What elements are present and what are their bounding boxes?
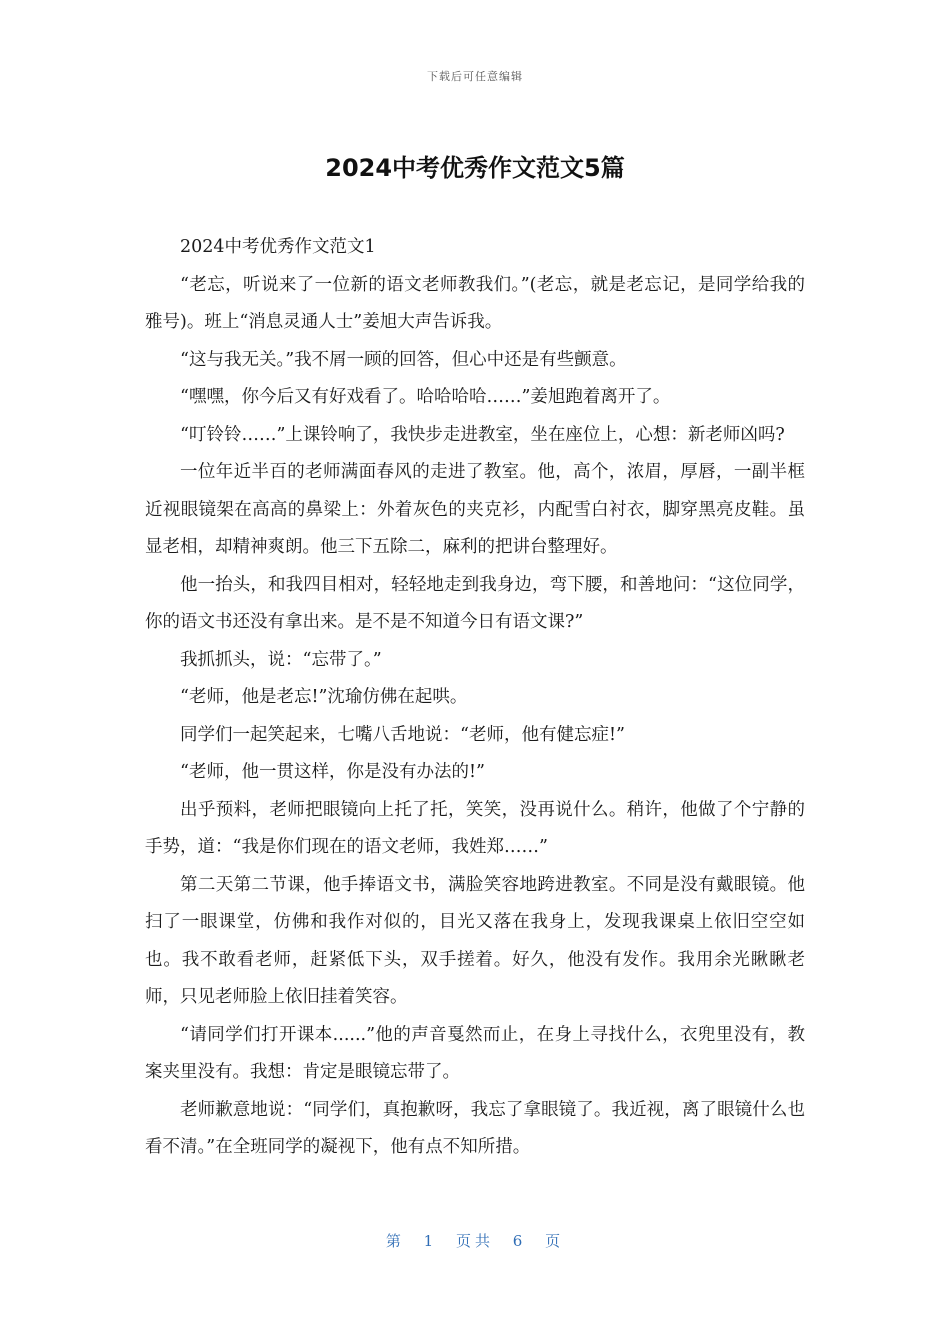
- paragraph: 我抓抓头，说：“忘带了。”: [180, 649, 382, 670]
- paragraph: “老师，他一贯这样，你是没有办法的!”: [180, 762, 485, 782]
- paragraph: 他一抬头，和我四目相对，轻轻地走到我身边，弯下腰，和善地问：“这位同学，你的语文书还没有拿出来。是不是不知道今日有语文课?”: [145, 574, 805, 632]
- paragraph: “叮铃铃……”上课铃响了，我快步走进教室，坐在座位上，心想：新老师凶吗?: [180, 424, 785, 445]
- page-footer: 第 1 页共 6 页: [385, 1232, 565, 1250]
- paragraph: “老忘，听说来了一位新的语文老师教我们。”(老忘，就是老忘记，是同学给我的雅号)。班上“消息灵通人士”姜旭大声告诉我。: [145, 274, 805, 332]
- paragraph: “老师，他是老忘!”沈瑜仿佛在起哄。: [180, 687, 468, 707]
- paragraph: 一位年近半百的老师满面春风的走进了教室。他，高个，浓眉，厚唇，一副半框近视眼镜架在高高的鼻梁上：外着灰色的夹克衫，内配雪白衬衣，脚穿黑亮皮鞋。虽显老相，却精神爽朗。他三下五除二，麻利的把讲台整理好。: [145, 462, 805, 557]
- paragraph: 同学们一起笑起来，七嘴八舌地说：“老师，他有健忘症!”: [180, 724, 625, 745]
- paragraph: “嘿嘿，你今后又有好戏看了。哈哈哈哈……”姜旭跑着离开了。: [180, 387, 671, 407]
- paragraph: 第二天第二节课，他手捧语文书，满脸笑容地跨进教室。不同是没有戴眼镜。他扫了一眼课堂，仿佛和我作对似的，目光又落在我身上，发现我课桌上依旧空空如也。我不敢看老师，赶紧低下头，双手搓着。好久，他没有发作。我用余光瞅瞅老师，只见老师脸上依旧挂着笑容。: [145, 874, 805, 1007]
- paragraph: 老师歉意地说：“同学们，真抱歉呀，我忘了拿眼镜了。我近视，离了眼镜什么也看不清。”在全班同学的凝视下，他有点不知所措。: [145, 1099, 805, 1157]
- section-heading: 2024中考优秀作文范文1: [180, 237, 376, 257]
- document-body: [145, 229, 805, 1167]
- page-header: 下载后可任意编辑: [427, 70, 523, 83]
- paragraph: “请同学们打开课本......”他的声音戛然而止，在身上寻找什么，衣兜里没有，教案夹里没有。我想：肯定是眼镜忘带了。: [145, 1024, 805, 1082]
- document-title: 2024中考优秀作文范文5篇: [325, 154, 625, 182]
- paragraph: 出乎预料，老师把眼镜向上托了托，笑笑，没再说什么。稍许，他做了个宁静的手势，道：“我是你们现在的语文老师，我姓郑……”: [145, 799, 805, 857]
- paragraph: “这与我无关。”我不屑一顾的回答，但心中还是有些颤意。: [180, 349, 627, 370]
